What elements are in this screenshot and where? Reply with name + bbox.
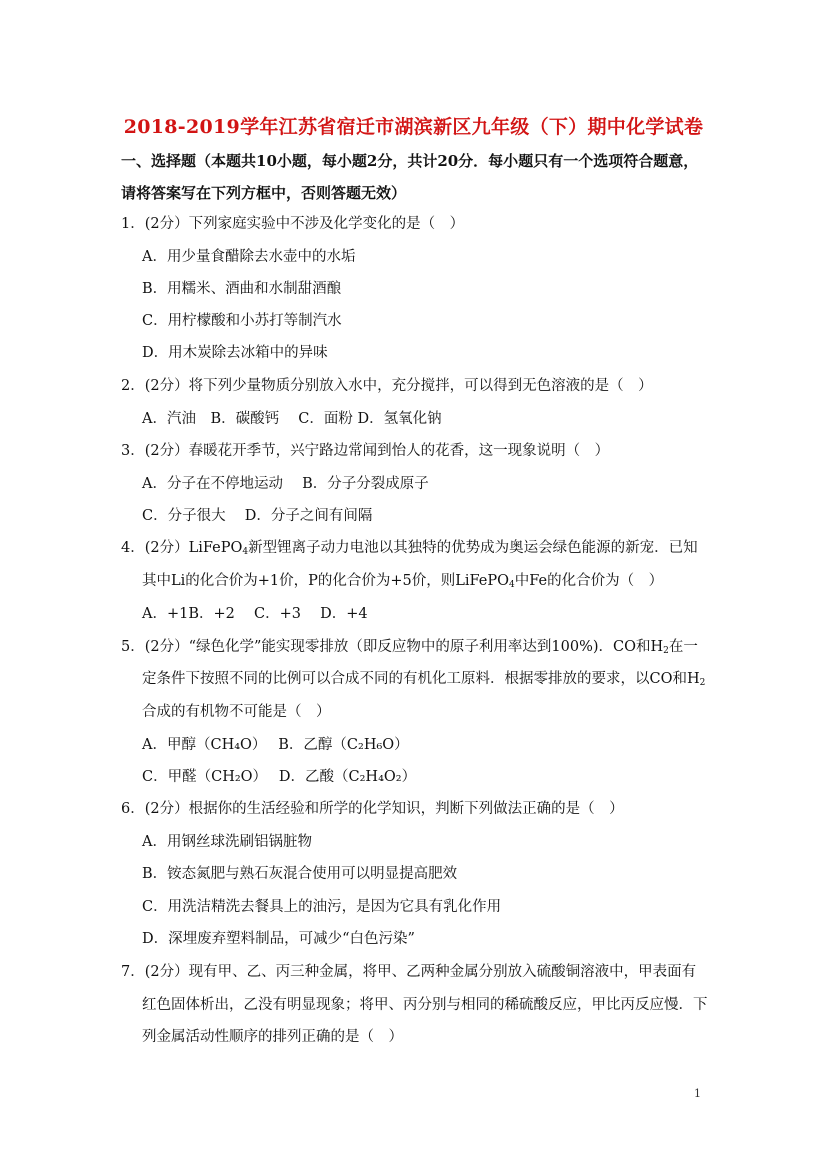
question-4-stem-text-end: 新型锂离子动力电池以其独特的优势成为奥运会绿色能源的新宠．已知 bbox=[248, 540, 698, 556]
question-5-stem-text-end: 在一 bbox=[668, 639, 698, 655]
question-5-options-ab: A．甲醇（CH₄O） B．乙醇（C₂H₆O） bbox=[142, 737, 409, 753]
question-6-option-d: D．深埋废弃塑料制品，可减少“白色污染” bbox=[142, 931, 415, 947]
question-7-stem: 7．(2分）现有甲、乙、丙三种金属，将甲、乙两种金属分别放入硫酸铜溶液中，甲表面有 bbox=[121, 964, 697, 980]
question-7-continuation-1: 红色固体析出，乙没有明显现象；将甲、丙分别与相同的稀硫酸反应，甲比丙反应慢．下 bbox=[142, 997, 708, 1013]
question-5-cont1-text: 定条件下按照不同的比例可以合成不同的有机化工原料．根据零排放的要求，以CO和H bbox=[142, 671, 700, 687]
exam-title: 2018-2019学年江苏省宿迁市湖滨新区九年级（下）期中化学试卷 bbox=[123, 116, 704, 138]
question-3-options-ab: A．分子在不停地运动 B．分子分裂成原子 bbox=[142, 476, 429, 492]
question-3-options-cd: C．分子很大 D．分子之间有间隔 bbox=[142, 508, 373, 524]
question-6-option-a: A．用钢丝球洗刷铝锅脏物 bbox=[142, 834, 312, 850]
question-1-option-a: A．用少量食醋除去水壶中的水垢 bbox=[142, 249, 356, 265]
question-5-stem-subscript: 2 bbox=[663, 646, 669, 656]
question-7-continuation-2: 列金属活动性顺序的排列正确的是（ ） bbox=[142, 1029, 403, 1045]
question-6-stem: 6．(2分）根据你的生活经验和所学的化学知识，判断下列做法正确的是（ ） bbox=[121, 801, 624, 817]
question-4-options: A．+1B．+2 C．+3 D．+4 bbox=[142, 606, 368, 622]
question-2-stem: 2．(2分）将下列少量物质分别放入水中，充分搅拌，可以得到无色溶液的是（ ） bbox=[121, 378, 653, 394]
question-6-option-c: C．用洗洁精洗去餐具上的油污，是因为它具有乳化作用 bbox=[142, 899, 502, 915]
question-5-stem-text: 5．(2分）“绿色化学”能实现零排放（即反应物中的原子利用率达到100%)．CO和H bbox=[121, 639, 664, 655]
question-5-continuation-1 bbox=[142, 669, 705, 689]
question-5-cont1-subscript: 2 bbox=[699, 678, 706, 688]
page-number: 1 bbox=[694, 1087, 701, 1100]
question-5-options-cd: C．甲醛（CH₂O） D．乙酸（C₂H₄O₂） bbox=[142, 769, 417, 785]
question-4-stem-subscript: 4 bbox=[242, 547, 249, 557]
question-4-cont-text-end: 中Fe的化合价为（ ） bbox=[514, 573, 664, 589]
question-4-stem bbox=[121, 538, 698, 558]
question-2-options: A．汽油 B．碳酸钙 C．面粉 D．氢氧化钠 bbox=[142, 411, 442, 427]
question-4-cont-text: 其中Li的化合价为+1价，P的化合价为+5价，则LiFePO bbox=[142, 573, 510, 589]
section-heading-line1: 一、选择题（本题共10小题，每小题2分，共计20分．每小题只有一个选项符合题意， bbox=[121, 152, 699, 170]
question-4-continuation bbox=[142, 571, 663, 591]
question-5-stem bbox=[121, 637, 698, 657]
question-1-option-d: D．用木炭除去冰箱中的异味 bbox=[142, 345, 328, 361]
question-1-option-b: B．用糯米、酒曲和水制甜酒酿 bbox=[142, 281, 342, 297]
question-3-stem: 3．(2分）春暖花开季节，兴宁路边常闻到怡人的花香，这一现象说明（ ） bbox=[121, 443, 610, 459]
question-6-option-b: B．铵态氮肥与熟石灰混合使用可以明显提高肥效 bbox=[142, 866, 458, 882]
section-heading-line2: 请将答案写在下列方框中，否则答题无效） bbox=[121, 184, 407, 202]
question-4-stem-text: 4．(2分）LiFePO bbox=[121, 540, 243, 556]
question-5-continuation-2: 合成的有机物不可能是（ ） bbox=[142, 704, 331, 720]
question-1-option-c: C．用柠檬酸和小苏打等制汽水 bbox=[142, 313, 342, 329]
question-4-cont-subscript: 4 bbox=[509, 580, 515, 590]
question-1-stem: 1．(2分）下列家庭实验中不涉及化学变化的是（ ） bbox=[121, 216, 465, 232]
